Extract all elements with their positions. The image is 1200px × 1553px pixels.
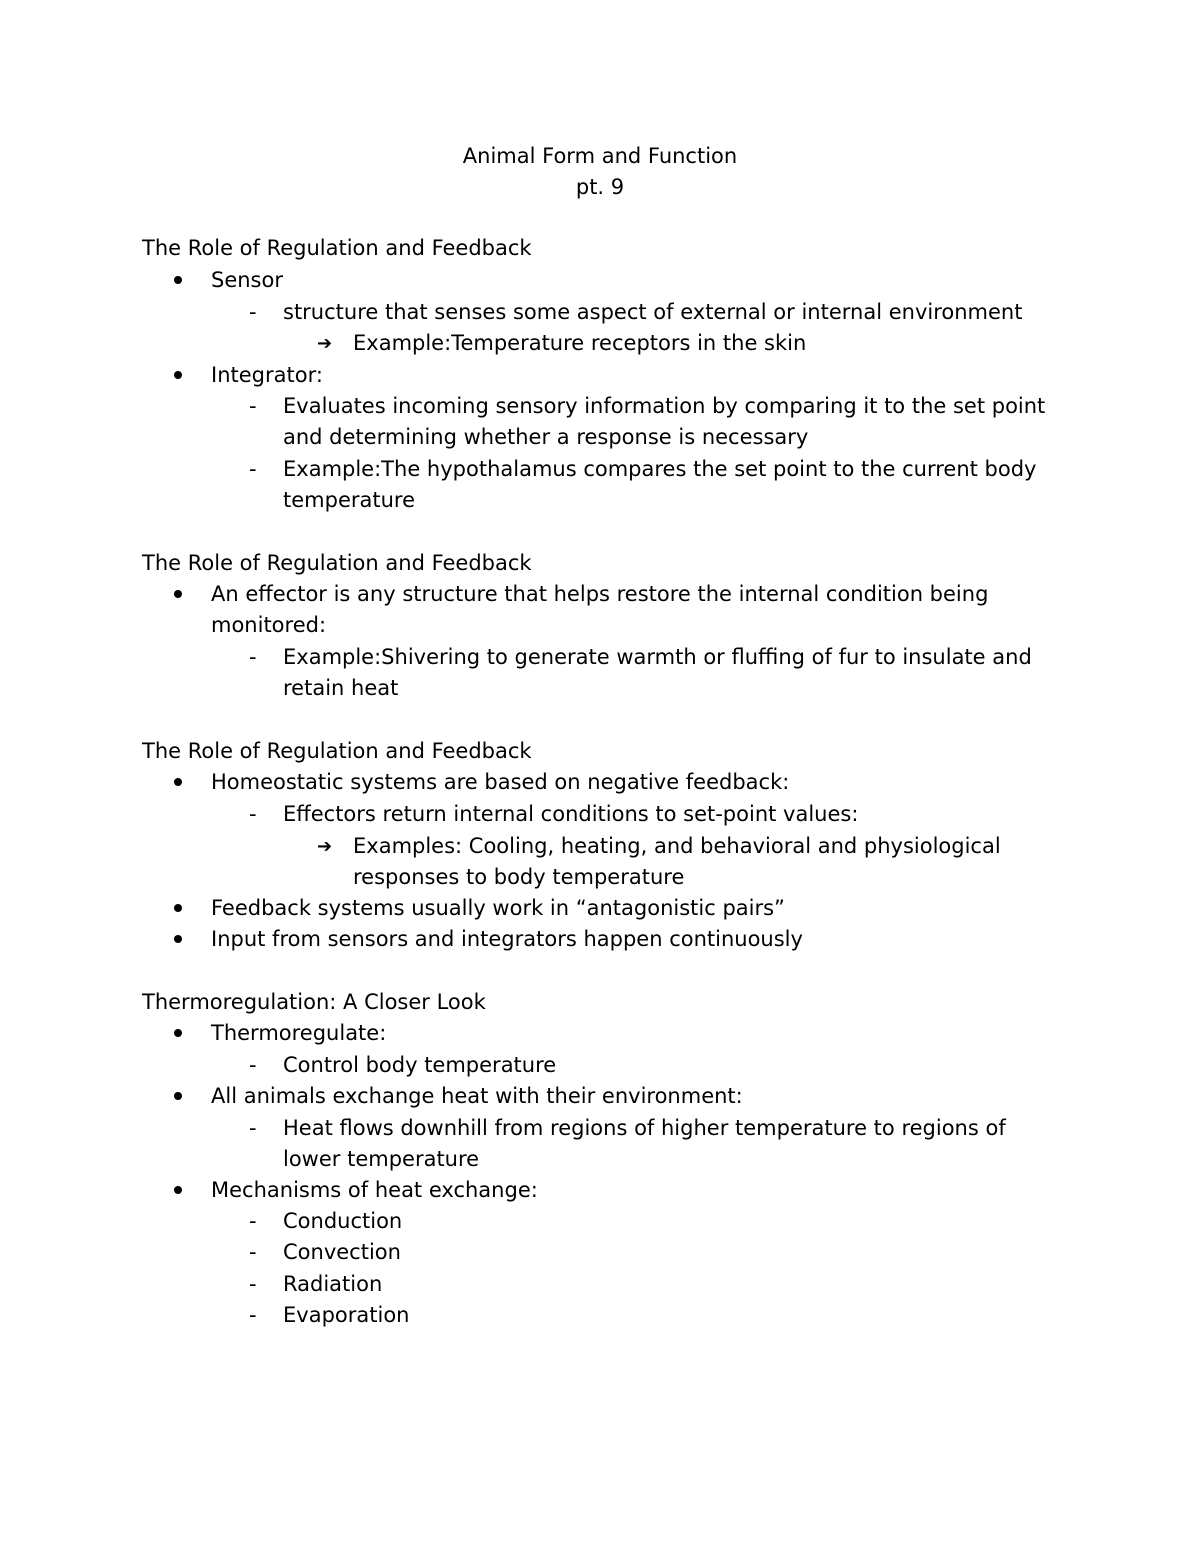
sub-list-item: Evaporation [283, 1303, 410, 1327]
dash-icon: - [249, 1303, 257, 1327]
list-item: All animals exchange heat with their environment: [211, 1084, 743, 1108]
bullet-icon [174, 360, 182, 391]
title-block [0, 141, 1200, 203]
section-heading: The Role of Regulation and Feedback [142, 236, 532, 260]
dash-icon: - [249, 457, 257, 481]
section-heading: Thermoregulation: A Closer Look [142, 990, 486, 1014]
arrow-icon: ➔ [317, 836, 333, 857]
arrow-icon: ➔ [317, 333, 333, 354]
list-item: Mechanisms of heat exchange: [211, 1178, 538, 1202]
bullet-icon [174, 893, 182, 924]
sub-list-item: structure that senses some aspect of external or internal environment [283, 300, 1023, 324]
dash-icon: - [249, 394, 257, 418]
dash-icon: - [249, 1116, 257, 1140]
bullet-icon [174, 1175, 182, 1206]
list-item: Thermoregulate: [211, 1021, 387, 1045]
list-item: Homeostatic systems are based on negative feedback: [211, 770, 790, 794]
sub-list-item: Convection [283, 1240, 401, 1264]
dash-icon: - [249, 645, 257, 669]
section-heading: The Role of Regulation and Feedback [142, 739, 532, 763]
bullet-icon [174, 924, 182, 955]
list-item: Input from sensors and integrators happen continuously [211, 927, 803, 951]
sub-list-item-continuation: retain heat [283, 676, 399, 700]
sub-list-item: Conduction [283, 1209, 403, 1233]
dash-icon: - [249, 300, 257, 324]
arrow-list-item-continuation: responses to body temperature [353, 865, 685, 889]
list-item-continuation: monitored: [211, 613, 327, 637]
sub-list-item: Heat flows downhill from regions of higher temperature to regions of [283, 1116, 1006, 1140]
dash-icon: - [249, 1272, 257, 1296]
bullet-icon [174, 579, 182, 610]
list-item: Feedback systems usually work in “antagonistic pairs” [211, 896, 785, 920]
sub-list-item: Evaluates incoming sensory information by comparing it to the set point [283, 394, 1046, 418]
sub-list-item: Example:The hypothalamus compares the set point to the current body [283, 457, 1037, 481]
dash-icon: - [249, 1053, 257, 1077]
sub-list-item-continuation: lower temperature [283, 1147, 480, 1171]
bullet-icon [174, 1018, 182, 1049]
arrow-list-item: Examples: Cooling, heating, and behavioral and physiological [353, 834, 1001, 858]
arrow-list-item: Example:Temperature receptors in the skin [353, 331, 807, 355]
bullet-icon [174, 265, 182, 296]
sub-list-item: Radiation [283, 1272, 383, 1296]
sub-list-item-continuation: and determining whether a response is necessary [283, 425, 809, 449]
list-item: Sensor [211, 268, 283, 292]
sub-list-item: Control body temperature [283, 1053, 557, 1077]
dash-icon: - [249, 802, 257, 826]
sub-list-item: Effectors return internal conditions to set-point values: [283, 802, 859, 826]
dash-icon: - [249, 1240, 257, 1264]
bullet-icon [174, 767, 182, 798]
sub-list-item: Example:Shivering to generate warmth or fluffing of fur to insulate and [283, 645, 1032, 669]
list-item: An effector is any structure that helps restore the internal condition being [211, 582, 989, 606]
bullet-icon [174, 1081, 182, 1112]
page-subtitle: pt. 9 [575, 175, 625, 199]
dash-icon: - [249, 1209, 257, 1233]
sub-list-item-continuation: temperature [283, 488, 415, 512]
section-heading: The Role of Regulation and Feedback [142, 551, 532, 575]
list-item: Integrator: [211, 363, 323, 387]
page-title: Animal Form and Function [462, 144, 738, 168]
